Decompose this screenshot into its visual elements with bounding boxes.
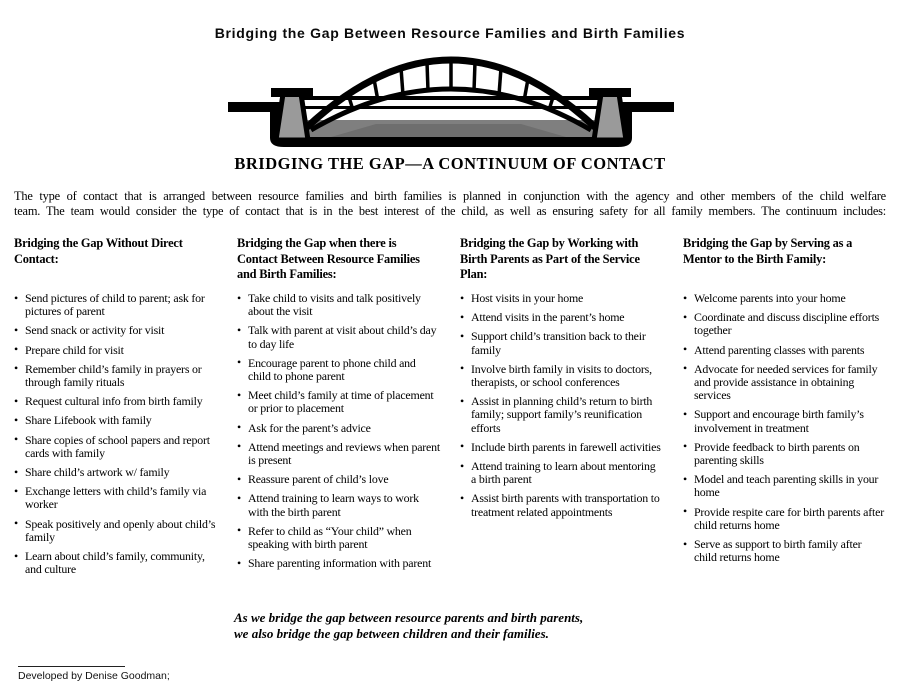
heading-line: Contact Between Resource Families xyxy=(237,251,420,266)
bridge-deck-right xyxy=(622,102,674,112)
bullet-text: Refer to child as “Your child” when speaking with birth parent xyxy=(248,523,412,552)
heading-line: Bridging the Gap when there is xyxy=(237,236,397,250)
column-heading xyxy=(460,236,663,292)
bullet-item xyxy=(14,518,217,544)
bullet-text: Share child’s artwork w/ family xyxy=(25,465,170,480)
bullet-item xyxy=(683,408,886,434)
bullet-text: Host visits in your home xyxy=(471,291,584,305)
page-title: Bridging the Gap Between Resource Families and Birth Families xyxy=(214,25,686,41)
column xyxy=(460,236,663,582)
bullet-item xyxy=(14,414,217,427)
bullet-text: Reassure parent of child’s love xyxy=(248,472,389,487)
bullet-item xyxy=(14,485,217,511)
bullet-list xyxy=(14,292,217,576)
bullet-text: Advocate for needed services for family and provide assistance in obtaining services xyxy=(694,361,878,403)
columns-section xyxy=(14,236,886,582)
heading-line: Contact: xyxy=(14,251,59,266)
heading-line: Bridging the Gap by Working with xyxy=(460,236,639,250)
bridge-deck-rail-bottom xyxy=(304,106,598,109)
bullet-text: Include birth parents in farewell activities xyxy=(471,439,661,454)
bullet-item xyxy=(237,492,440,518)
bullet-icon: • xyxy=(460,393,464,408)
bullet-icon: • xyxy=(683,342,687,357)
bullet-item xyxy=(683,473,886,499)
bullet-item xyxy=(237,525,440,551)
bullet-icon: • xyxy=(14,393,18,408)
bullet-icon: • xyxy=(14,290,18,305)
bullet-item xyxy=(237,557,440,570)
bullet-text: Share parenting information with parent xyxy=(248,556,432,571)
bullet-text: Provide respite care for birth parents after child returns home xyxy=(694,504,884,532)
bullet-icon: • xyxy=(14,516,18,531)
column-heading xyxy=(683,236,886,292)
bullet-icon: • xyxy=(237,471,241,486)
bullet-text: Attend meetings and reviews when parent is present xyxy=(248,439,440,468)
bullet-item xyxy=(460,330,663,356)
bullet-text: Share copies of school papers and report cards with family xyxy=(25,432,210,460)
bullet-list xyxy=(683,292,886,564)
bullet-text: Assist birth parents with transportation to treatment related appointments xyxy=(471,491,660,519)
bullet-icon: • xyxy=(237,490,241,505)
heading-line: Birth Parents as Part of the Service xyxy=(460,251,640,266)
bullet-text: Support and encourage birth family’s involvement in treatment xyxy=(694,407,864,435)
bullet-icon: • xyxy=(683,504,687,519)
bullet-item xyxy=(14,434,217,460)
bridge-right-pier xyxy=(594,94,626,140)
bullet-item xyxy=(460,492,663,518)
bullet-icon: • xyxy=(683,309,687,324)
bullet-text: Attend training to learn ways to work with the birth parent xyxy=(248,491,419,519)
intro-paragraph xyxy=(14,189,886,218)
bullet-text: Ask for the parent’s advice xyxy=(248,420,371,435)
heading-line: Plan: xyxy=(460,267,488,281)
column-heading xyxy=(14,236,217,292)
bullet-text: Send pictures of child to parent; ask for pictures of parent xyxy=(25,291,205,319)
bullet-icon: • xyxy=(460,458,464,473)
bullet-icon: • xyxy=(683,439,687,454)
bullet-icon: • xyxy=(14,342,18,357)
heading-line: Bridging the Gap by Serving as a xyxy=(683,236,853,250)
bullet-icon: • xyxy=(683,471,687,486)
bullet-item xyxy=(237,389,440,415)
bridge-left-pier xyxy=(276,94,308,140)
column xyxy=(683,236,886,582)
bullet-text: Talk with parent at visit about child’s day to day life xyxy=(248,323,437,351)
column xyxy=(14,236,217,582)
bridge-graphic xyxy=(226,50,676,150)
bullet-text: Take child to visits and talk positively about the visit xyxy=(248,291,421,319)
credit-line: Developed by Denise Goodman; xyxy=(18,670,170,682)
bullet-icon: • xyxy=(237,523,241,538)
bullet-icon: • xyxy=(14,432,18,447)
bullet-item xyxy=(14,363,217,389)
bullet-icon: • xyxy=(460,309,464,324)
bullet-item xyxy=(460,441,663,454)
bullet-icon: • xyxy=(237,355,241,370)
bridge-deck-left xyxy=(228,102,280,112)
bullet-icon: • xyxy=(460,361,464,376)
bullet-icon: • xyxy=(683,290,687,305)
bullet-text: Share Lifebook with family xyxy=(25,413,152,428)
bullet-item xyxy=(14,466,217,479)
bullet-text: Meet child’s family at time of placement or prior to placement xyxy=(248,388,434,416)
bullet-list xyxy=(237,292,440,570)
heading-line: and Birth Families: xyxy=(237,267,337,281)
bullet-text: Provide feedback to birth parents on parenting skills xyxy=(694,439,860,468)
bullet-item xyxy=(14,550,217,576)
bullet-item xyxy=(683,363,886,403)
closing-line: we also bridge the gap between children and their families. xyxy=(234,625,549,641)
bullet-text: Attend parenting classes with parents xyxy=(694,342,865,357)
bullet-text: Speak positively and openly about child’s family xyxy=(25,516,216,544)
bullet-icon: • xyxy=(237,322,241,337)
bullet-icon: • xyxy=(460,439,464,454)
bullet-icon: • xyxy=(237,387,241,402)
bullet-text: Encourage parent to phone child and child to phone parent xyxy=(248,355,416,384)
bullet-text: Involve birth family in visits to doctors, therapists, or school conferences xyxy=(471,361,652,390)
bullet-item xyxy=(683,292,886,305)
bullet-icon: • xyxy=(237,439,241,454)
bullet-item xyxy=(683,506,886,532)
bullet-icon: • xyxy=(14,361,18,376)
bridge-right-pier-cap xyxy=(589,88,631,97)
bullet-icon: • xyxy=(14,548,18,563)
bullet-icon: • xyxy=(460,328,464,343)
section-title: BRIDGING THE GAP—A CONTINUUM OF CONTACT xyxy=(234,154,666,173)
bullet-list xyxy=(460,292,663,519)
bullet-item xyxy=(14,395,217,408)
bullet-icon: • xyxy=(14,412,18,427)
bridge-illustration xyxy=(226,50,676,150)
bullet-item xyxy=(14,292,217,318)
bullet-item xyxy=(460,395,663,435)
bullet-icon: • xyxy=(460,490,464,505)
footnote-rule xyxy=(18,666,125,667)
bullet-icon: • xyxy=(237,290,241,305)
closing-statement xyxy=(234,610,583,641)
bullet-icon: • xyxy=(237,420,241,435)
bridge-deck-rail-top xyxy=(304,96,598,100)
intro-line: The type of contact that is arranged between resource families and birth families is planned in conjunction with the agency and other members of the child welfare xyxy=(14,189,886,203)
bullet-item xyxy=(683,441,886,467)
bullet-item xyxy=(683,344,886,357)
bullet-item xyxy=(460,292,663,305)
bullet-item xyxy=(237,357,440,383)
column-heading xyxy=(237,236,440,292)
closing-line: As we bridge the gap between resource parents and birth parents, xyxy=(234,610,584,625)
bullet-text: Model and teach parenting skills in your home xyxy=(694,472,879,500)
bullet-text: Remember child’s family in prayers or through family rituals xyxy=(25,361,202,390)
bullet-item xyxy=(460,460,663,486)
bullet-item xyxy=(237,473,440,486)
bullet-text: Welcome parents into your home xyxy=(694,291,846,305)
column xyxy=(237,236,440,582)
bullet-item xyxy=(237,324,440,350)
bullet-item xyxy=(460,363,663,389)
bullet-item xyxy=(237,292,440,318)
bullet-text: Attend visits in the parent’s home xyxy=(471,310,625,325)
bullet-icon: • xyxy=(14,322,18,337)
bullet-item xyxy=(237,441,440,467)
bullet-text: Exchange letters with child’s family via worker xyxy=(25,484,207,512)
bullet-text: Attend training to learn about mentoring a birth parent xyxy=(471,459,656,487)
bullet-text: Coordinate and discuss discipline efforts together xyxy=(694,310,880,338)
bullet-text: Prepare child for visit xyxy=(25,342,124,357)
bullet-text: Serve as support to birth family after child returns home xyxy=(694,537,862,565)
bullet-text: Request cultural info from birth family xyxy=(25,394,203,409)
bullet-icon: • xyxy=(460,290,464,305)
bullet-text: Assist in planning child’s return to birth family; support family’s reunification efforts xyxy=(471,394,653,435)
bullet-item xyxy=(683,311,886,337)
bullet-item xyxy=(237,422,440,435)
bullet-icon: • xyxy=(683,361,687,376)
bullet-icon: • xyxy=(683,536,687,551)
bullet-icon: • xyxy=(683,406,687,421)
bullet-item xyxy=(14,324,217,337)
heading-line: Bridging the Gap Without Direct xyxy=(14,236,183,250)
bullet-icon: • xyxy=(237,555,241,570)
bullet-item xyxy=(460,311,663,324)
heading-line: Mentor to the Birth Family: xyxy=(683,251,827,266)
bullet-item xyxy=(683,538,886,564)
bullet-text: Support child’s transition back to their family xyxy=(471,329,646,357)
bullet-icon: • xyxy=(14,483,18,498)
bullet-item xyxy=(14,344,217,357)
intro-line: team. The team would consider the type of contact that is in the best interest of the child, as well as ensuring safety for all family members. The continuum includes: xyxy=(14,203,886,218)
bridge-left-pier-cap xyxy=(271,88,313,97)
bullet-text: Learn about child’s family, community, and culture xyxy=(25,549,205,577)
bullet-icon: • xyxy=(14,464,18,479)
bullet-text: Send snack or activity for visit xyxy=(25,323,165,338)
